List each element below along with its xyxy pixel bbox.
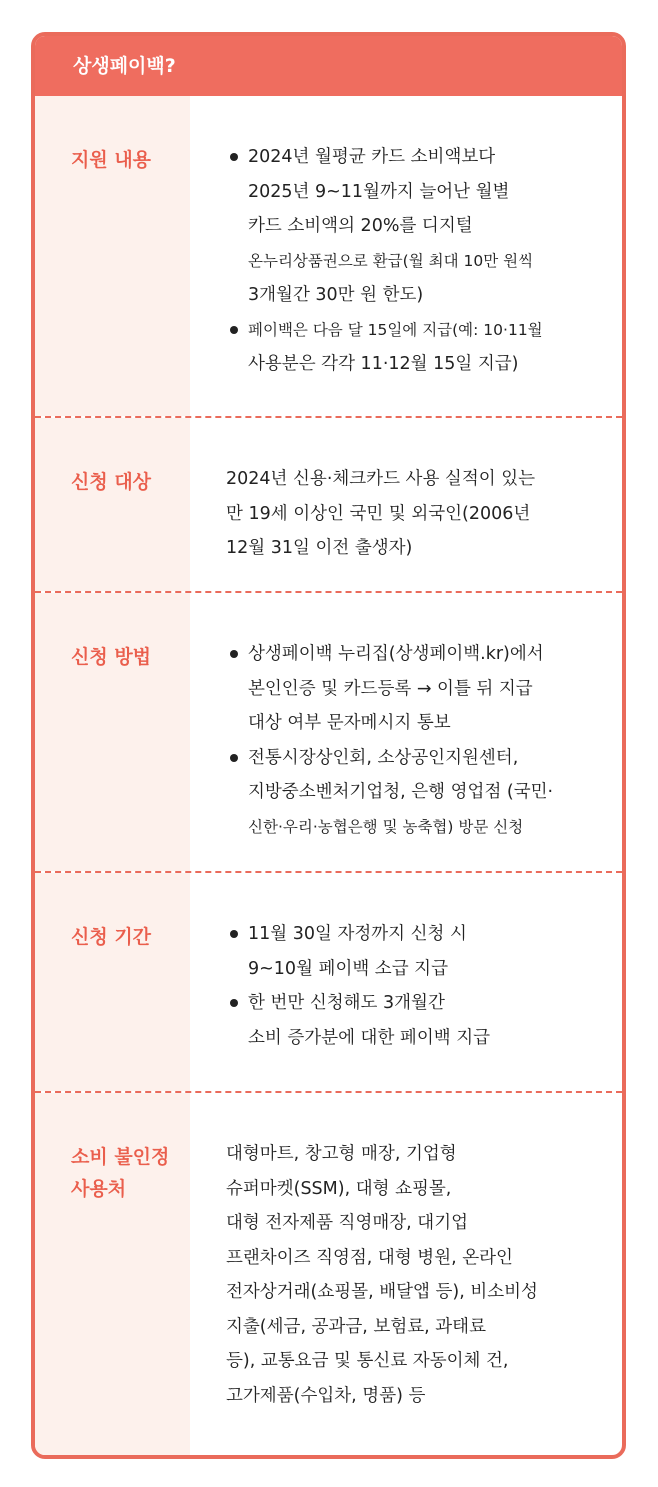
bullet-list [226,637,602,844]
content-line: 등), 교통요금 및 통신료 자동이체 건, [226,1351,509,1371]
row-content [190,593,622,871]
row-label [35,1093,190,1459]
row-label [35,418,190,591]
content-line: 사용분은 각각 11·12월 15일 지급) [248,354,519,374]
content-line: 대형마트, 창고형 매장, 기업형 [226,1144,457,1164]
content-line: 11월 30일 자정까지 신청 시 [248,924,467,944]
card-header [35,36,622,96]
content-line: 상생페이백 누리집(상생페이백.kr)에서 [248,644,544,664]
info-row [35,593,622,873]
row-content [190,1093,622,1459]
content-line: 소비 증가분에 대한 페이백 지급 [248,1027,491,1048]
content-line: 전자상거래(쇼핑몰, 배달앱 등), 비소비성 [226,1282,538,1302]
bullet-item [226,986,602,1055]
info-card [31,32,626,1459]
content-line: 대형 전자제품 직영매장, 대기업 [226,1213,469,1233]
content-line: 온누리상품권으로 환급(월 최대 10만 원씩 [248,251,534,270]
content-line: 신한·우리·농협은행 및 농축협) 방문 신청 [248,817,524,836]
content-line: 지출(세금, 공과금, 보험료, 과태료 [226,1316,486,1337]
content-line: 페이백은 다음 달 15일에 지급(예: 10·11월 [248,320,543,339]
content-line: 슈퍼마켓(SSM), 대형 쇼핑몰, [226,1178,452,1199]
row-label-text: 신청 기간 [71,926,152,948]
content-line: 전통시장상인회, 소상공인지원센터, [248,747,519,768]
info-rows [35,96,622,1459]
row-content [190,96,622,416]
row-label-text: 신청 방법 [71,646,152,668]
bullet-list [226,917,602,1055]
row-label-text: 신청 대상 [71,471,152,493]
row-label [35,96,190,416]
content-line: 2025년 9~11월까지 늘어난 월별 [248,181,510,202]
bullet-list [226,140,602,382]
info-row [35,873,622,1093]
row-content [190,418,622,591]
content-line: 프랜차이즈 직영점, 대형 병원, 온라인 [226,1247,513,1268]
row-label [35,873,190,1091]
content-line: 3개월간 30만 원 한도) [248,285,424,305]
content-line: 한 번만 신청해도 3개월간 [248,993,445,1013]
content-line: 9~10월 페이백 소급 지급 [248,958,448,979]
content-line: 12월 31일 이전 출생자) [226,538,413,558]
content-line: 지방중소벤처기업청, 은행 영업점 (국민· [248,782,554,802]
info-row [35,418,622,593]
content-line: 대상 여부 문자메시지 통보 [248,713,451,733]
row-label-text: 지원 내용 [71,149,152,171]
content-line: 2024년 신용·체크카드 사용 실적이 있는 [226,469,536,489]
content-line: 카드 소비액의 20%를 디지털 [248,216,473,236]
bullet-item [226,313,602,382]
header-title: 상생페이백? [73,55,176,77]
row-content [190,873,622,1091]
bullet-item [226,637,602,741]
content-line: 본인인증 및 카드등록 → 이틀 뒤 지급 [248,678,533,699]
info-row [35,96,622,418]
bullet-item [226,741,602,845]
row-label-text: 사용처 [71,1178,127,1200]
info-row [35,1093,622,1459]
row-label [35,593,190,871]
content-line: 2024년 월평균 카드 소비액보다 [248,147,496,167]
bullet-item [226,917,602,986]
content-line: 고가제품(수입차, 명품) 등 [226,1385,426,1406]
content-line: 만 19세 이상인 국민 및 외국인(2006년 [226,503,531,524]
bullet-item [226,140,602,313]
row-label-text: 소비 불인정 [71,1146,170,1168]
